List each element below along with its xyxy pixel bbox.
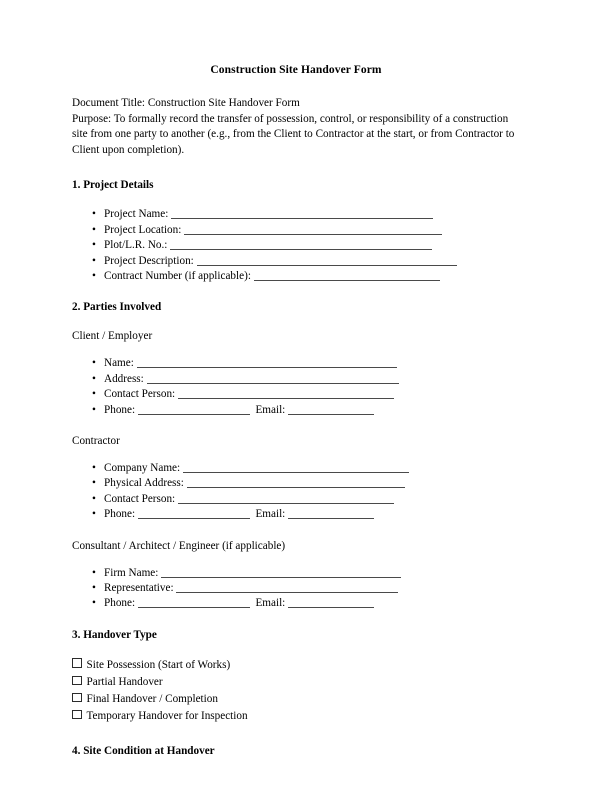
party-1-field-label: Physical Address: <box>104 477 187 490</box>
bullet-icon: • <box>92 582 96 595</box>
party-group-field-list <box>72 461 520 523</box>
project-details-field-input[interactable] <box>197 265 457 266</box>
party-1-field-label: Contact Person: <box>104 492 178 505</box>
party-1-field-input[interactable] <box>178 503 394 504</box>
form-field-row <box>72 254 520 269</box>
section-heading-site-condition: 4. Site Condition at Handover <box>72 744 215 757</box>
bullet-icon: • <box>92 508 96 521</box>
bullet-icon: • <box>92 357 96 370</box>
checkbox-option-label: Site Possession (Start of Works) <box>86 658 231 671</box>
bullet-icon: • <box>92 239 96 252</box>
party-2-email-input[interactable] <box>288 607 374 608</box>
party-2-field-label: Representative: <box>104 582 177 595</box>
checkbox-icon[interactable] <box>72 710 82 720</box>
parties-involved-groups <box>72 329 520 611</box>
party-0-field-label: Contact Person: <box>104 388 178 401</box>
project-details-field-input[interactable] <box>171 218 433 219</box>
party-1-phone-label: Phone: <box>104 508 138 521</box>
form-field-row-contact <box>72 596 520 611</box>
checkbox-option[interactable] <box>72 691 520 708</box>
party-group-heading: Contractor <box>72 435 120 448</box>
party-group-heading: Consultant / Architect / Engineer (if applicable) <box>72 539 286 552</box>
party-2-phone-input[interactable] <box>138 607 250 608</box>
bullet-icon: • <box>92 223 96 236</box>
party-0-field-input[interactable] <box>178 398 394 399</box>
party-1-email-label: Email: <box>249 508 289 521</box>
party-1-phone-input[interactable] <box>138 518 250 519</box>
project-details-field-input[interactable] <box>170 249 432 250</box>
party-1-email-input[interactable] <box>288 518 374 519</box>
checkbox-option[interactable] <box>72 708 520 725</box>
bullet-icon: • <box>92 597 96 610</box>
checkbox-option[interactable] <box>72 657 520 674</box>
form-field-row-contact <box>72 507 520 522</box>
party-1-field-input[interactable] <box>187 487 405 488</box>
party-2-phone-label: Phone: <box>104 597 138 610</box>
project-details-field-list <box>72 207 520 284</box>
form-field-row <box>72 207 520 222</box>
intro-paragraph <box>72 96 520 158</box>
section-heading-project-details: 1. Project Details <box>72 179 154 192</box>
section-heading-handover-type: 3. Handover Type <box>72 628 157 641</box>
form-field-row <box>72 269 520 284</box>
party-0-field-label: Address: <box>104 372 147 385</box>
form-field-row <box>72 238 520 253</box>
bullet-icon: • <box>92 372 96 385</box>
checkbox-option-label: Final Handover / Completion <box>86 693 218 706</box>
handover-type-option-list <box>72 657 520 726</box>
form-field-row <box>72 492 520 507</box>
party-group-heading: Client / Employer <box>72 330 153 343</box>
project-details-field-input[interactable] <box>184 234 442 235</box>
party-0-email-input[interactable] <box>288 414 374 415</box>
form-field-row <box>72 223 520 238</box>
party-group-field-list <box>72 566 520 612</box>
page-title: Construction Site Handover Form <box>210 64 382 76</box>
form-field-row <box>72 356 520 371</box>
party-0-field-label: Name: <box>104 357 137 370</box>
party-2-field-label: Firm Name: <box>104 566 162 579</box>
form-field-row <box>72 566 520 581</box>
bullet-icon: • <box>92 462 96 475</box>
bullet-icon: • <box>92 270 96 282</box>
project-details-field-label: Project Name: <box>104 208 172 221</box>
party-2-field-input[interactable] <box>161 577 401 578</box>
checkbox-icon[interactable] <box>72 676 82 686</box>
bullet-icon: • <box>92 403 96 416</box>
form-field-row <box>72 476 520 491</box>
checkbox-option[interactable] <box>72 674 520 691</box>
bullet-icon: • <box>92 388 96 401</box>
project-details-field-input[interactable] <box>254 280 440 281</box>
intro-line-purpose: Purpose: To formally record the transfer of possession, control, or responsibility of a construction site from one party to another (e.g., from the Client to Contractor at the start, or from Contractor to Client upon completion). <box>72 112 515 156</box>
project-details-field-label: Plot/L.R. No.: <box>104 239 171 252</box>
project-details-field-label: Contract Number (if applicable): <box>104 270 254 282</box>
party-0-phone-input[interactable] <box>138 414 250 415</box>
party-0-field-input[interactable] <box>147 383 399 384</box>
form-field-row <box>72 581 520 596</box>
checkbox-icon[interactable] <box>72 693 82 703</box>
party-1-field-label: Company Name: <box>104 462 183 475</box>
bullet-icon: • <box>92 566 96 579</box>
bullet-icon: • <box>92 477 96 490</box>
party-0-phone-label: Phone: <box>104 403 138 416</box>
party-group-field-list <box>72 356 520 418</box>
project-details-field-label: Project Location: <box>104 223 185 236</box>
checkbox-icon[interactable] <box>72 658 82 668</box>
form-field-row <box>72 387 520 402</box>
checkbox-option-label: Partial Handover <box>86 676 163 689</box>
party-2-field-input[interactable] <box>176 592 398 593</box>
form-field-row-contact <box>72 403 520 418</box>
checkbox-option-label: Temporary Handover for Inspection <box>86 710 248 723</box>
section-heading-parties-involved: 2. Parties Involved <box>72 301 162 314</box>
party-1-field-input[interactable] <box>183 472 409 473</box>
bullet-icon: • <box>92 254 96 267</box>
project-details-field-label: Project Description: <box>104 254 197 267</box>
party-2-email-label: Email: <box>249 597 289 610</box>
bullet-icon: • <box>92 208 96 221</box>
party-0-field-input[interactable] <box>137 367 397 368</box>
party-0-email-label: Email: <box>249 403 289 416</box>
form-field-row <box>72 372 520 387</box>
form-field-row <box>72 461 520 476</box>
intro-line-document-title: Document Title: Construction Site Handover Form <box>72 97 300 109</box>
bullet-icon: • <box>92 492 96 505</box>
